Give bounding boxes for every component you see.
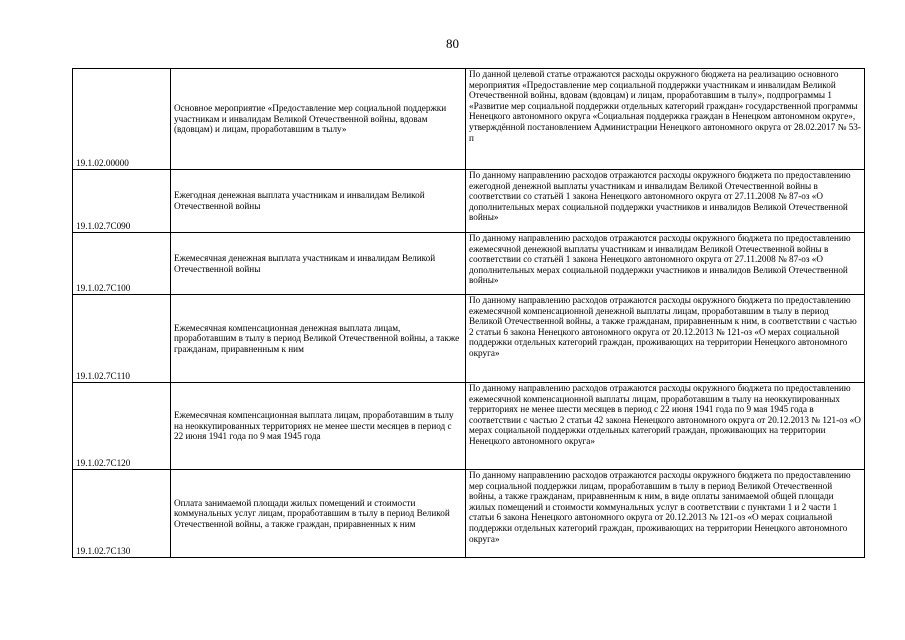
table-row [73,295,865,383]
row-description: По данному направлению расходов отражаются расходы окружного бюджета по предоставлению ежемесячной денежной выплаты участникам и инвалидам Великой Отечественной войны в соответствии со статьёй 1 закона Ненецкого автономного округа от 27.11.2008 № 87-оз «О дополнительных мерах социальной поддержки участников и инвалидов Великой Отечественной войны» [466,233,865,295]
row-description: По данному направлению расходов отражаются расходы окружного бюджета по предоставлению ежемесячной компенсационной денежной выплаты лицам, проработавшим в тылу в период Великой Отечественной войны, а также гражданам, приравненным к ним, в соответствии с частью 2 статьи 6 закона Ненецкого автономного округа от 20.12.2013 № 121-оз «О мерах социальной поддержки отдельных категорий граждан, проживающих на территории Ненецкого автономного округа» [466,295,865,383]
row-description: По данному направлению расходов отражаются расходы окружного бюджета по предоставлению мер социальной поддержки лицам, проработавшим в тылу в период Великой Отечественной войны, а также гражданам, приравненным к ним, в виде оплаты занимаемой общей площади жилых помещений и стоимости коммунальных услуг в соответствии с пунктами 1 и 2 части 1 статьи 6 закона Ненецкого автономного округа от 20.12.2013 № 121-оз «О мерах социальной поддержки отдельных категорий граждан, проживающих на территории Ненецкого автономного округа» [466,470,865,558]
table-row [73,383,865,470]
row-name: Ежемесячная компенсационная выплата лицам, проработавшим в тылу на неоккупированных территориях не менее шести месяцев в период с 22 июня 1941 года по 9 мая 1945 года [171,383,466,470]
row-name: Ежегодная денежная выплата участникам и инвалидам Великой Отечественной войны [171,170,466,233]
row-name: Ежемесячная компенсационная денежная выплата лицам, проработавшим в тылу в период Великой Отечественной войны, а также гражданам, приравненным к ним [171,295,466,383]
row-name: Оплата занимаемой площади жилых помещений и стоимости коммунальных услуг лицам, проработавшим в тылу в период Великой Отечественной войны, а также граждан, приравненных к ним [171,470,466,558]
budget-classification-table [72,68,865,558]
row-code: 19.1.02.7С130 [73,470,171,558]
row-code: 19.1.02.7С090 [73,170,171,233]
row-code: 19.1.02.7С100 [73,233,171,295]
page-number: 80 [446,36,459,51]
row-description: По данной целевой статье отражаются расходы окружного бюджета на реализацию основного мероприятия «Предоставление мер социальной поддержки участникам и инвалидам Великой Отечественной войны, вдовам (вдовцам) и лицам, проработавшим в тылу», подпрограммы 1 «Развитие мер социальной поддержки отдельных категорий граждан» государственной программы Ненецкого автономного округа «Социальная поддержка граждан в Ненецком автономном округе», утверждённой постановлением Администрации Ненецкого автономного округа от 28.02.2017 № 53-п [466,69,865,170]
row-code: 19.1.02.7С120 [73,383,171,470]
table-row [73,233,865,295]
table-row [73,470,865,558]
row-code: 19.1.02.00000 [73,69,171,170]
row-description: По данному направлению расходов отражаются расходы окружного бюджета по предоставлению ежемесячной компенсационной выплаты лицам, проработавшим в тылу на неоккупированных территориях не менее шести месяцев в период с 22 июня 1941 года по 9 мая 1945 года в соответствии с частью 2 статьи 42 закона Ненецкого автономного округа от 20.12.2013 № 121-оз «О мерах социальной поддержки отдельных категорий граждан, проживающих на территории Ненецкого автономного округа» [466,383,865,470]
row-description: По данному направлению расходов отражаются расходы окружного бюджета по предоставлению ежегодной денежной выплаты участникам и инвалидам Великой Отечественной войны в соответствии со статьёй 1 закона Ненецкого автономного округа от 27.11.2008 № 87-оз «О дополнительных мерах социальной поддержки участников и инвалидов Великой Отечественной войны» [466,170,865,233]
row-name: Основное мероприятие «Предоставление мер социальной поддержки участникам и инвалидам Великой Отечественной войны, вдовам (вдовцам) и лицам, проработавшим в тылу» [171,69,466,170]
table-row [73,69,865,170]
row-code: 19.1.02.7С110 [73,295,171,383]
row-name: Ежемесячная денежная выплата участникам и инвалидам Великой Отечественной войны [171,233,466,295]
table-row [73,170,865,233]
